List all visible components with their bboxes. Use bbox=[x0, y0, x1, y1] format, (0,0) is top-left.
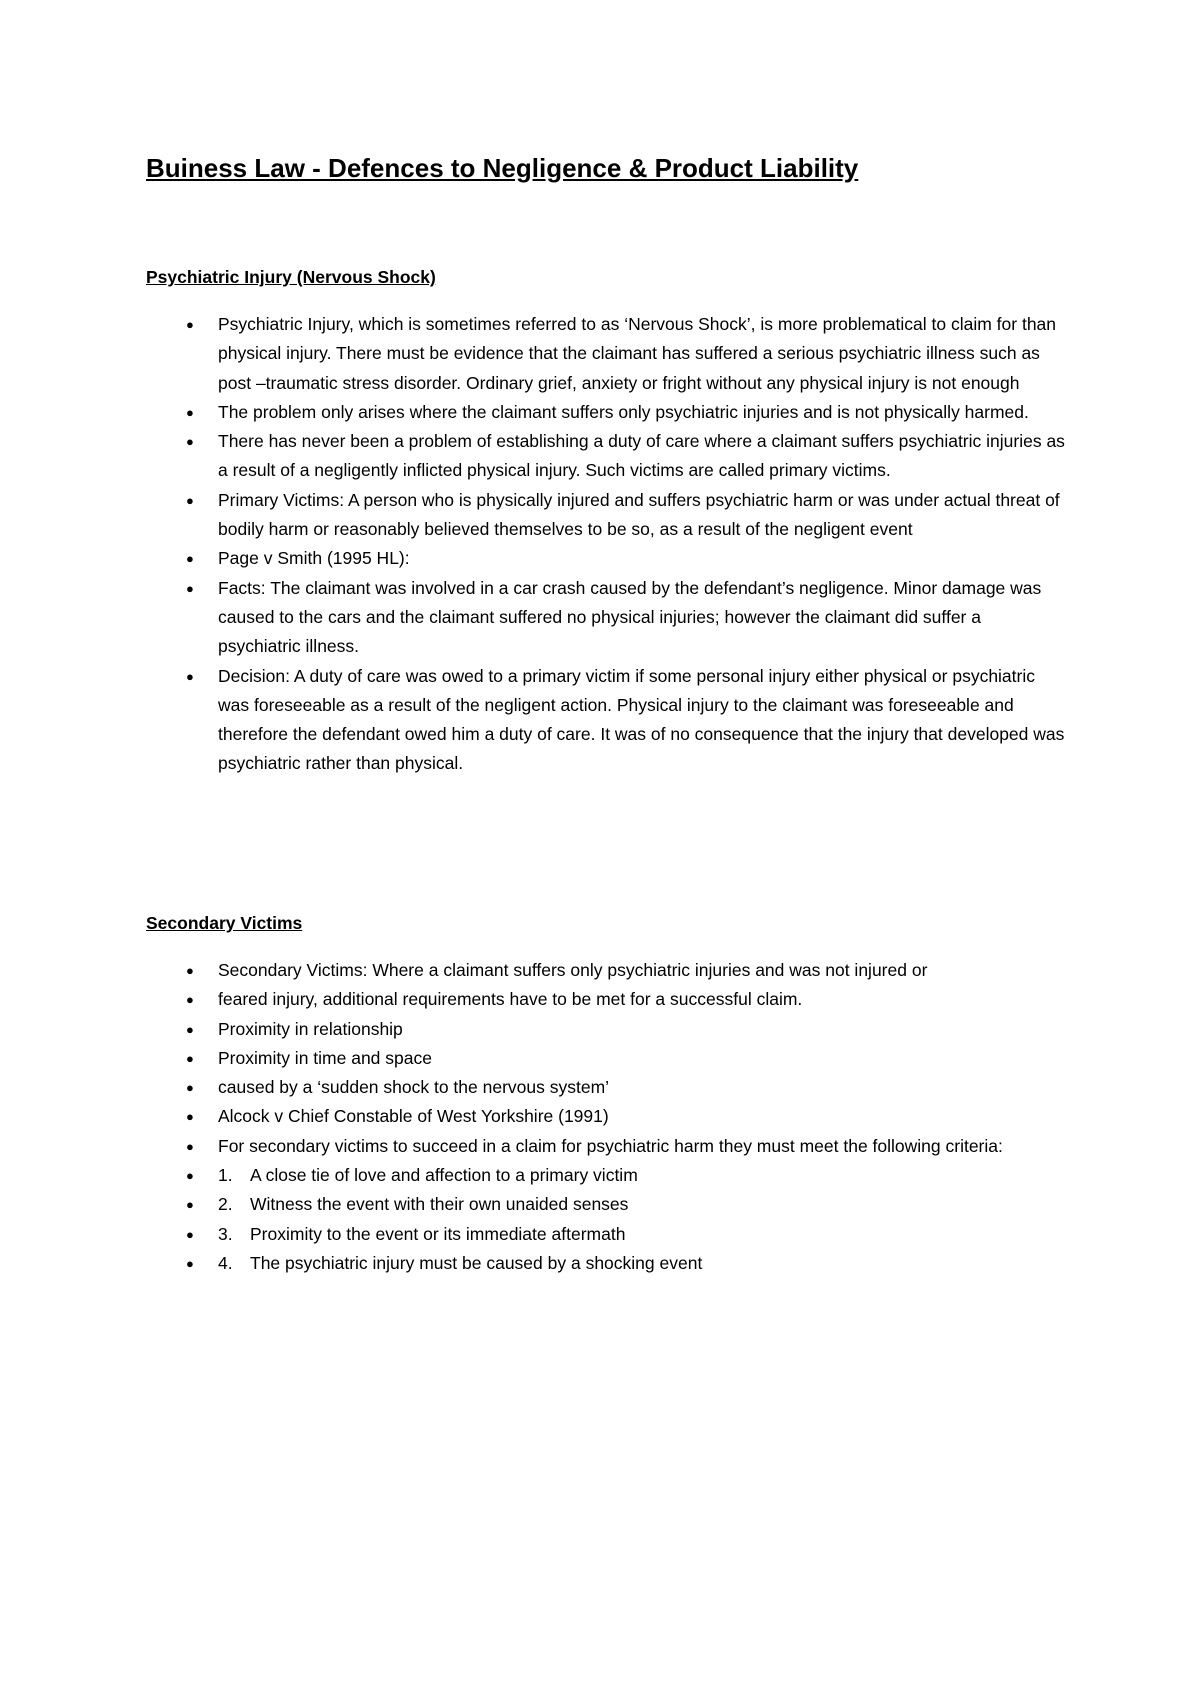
bullet-icon: ● bbox=[186, 963, 194, 978]
bullet-icon: ● bbox=[186, 1080, 194, 1096]
bullet-icon: ● bbox=[186, 404, 194, 420]
list-item-text: Proximity in time and space bbox=[218, 1047, 432, 1068]
section-heading: Psychiatric Injury (Nervous Shock) bbox=[146, 267, 436, 287]
list-item bbox=[146, 398, 1066, 427]
bullet-icon: ● bbox=[186, 551, 194, 567]
list-item-text: Psychiatric Injury, which is sometimes referred to as ‘Nervous Shock’, is more problematical to claim for than physical injury. There must be evidence that the claimant has suffered a serious psychiatric illness such as post –traumatic stress disorder. Ordinary grief, anxiety or fright without any physical injury is not enough bbox=[218, 314, 1057, 393]
bullet-icon: ● bbox=[186, 1138, 194, 1154]
item-number: 2. bbox=[218, 1194, 233, 1215]
bullet-icon: ● bbox=[186, 317, 194, 332]
bullet-icon: ● bbox=[186, 434, 194, 450]
bullet-icon: ● bbox=[186, 1109, 194, 1125]
list-item bbox=[146, 1015, 1066, 1044]
list-item-text: The psychiatric injury must be caused by a shocking event bbox=[250, 1252, 703, 1273]
numbered-item bbox=[146, 1249, 1066, 1278]
list-item-text: There has never been a problem of establishing a duty of care where a claimant suffers psychiatric injuries as a result of a negligently inflicted physical injury. Such victims are called primary victims. bbox=[218, 431, 1065, 481]
list-item-text: The problem only arises where the claimant suffers only psychiatric injuries and is not physically harmed. bbox=[218, 401, 1029, 422]
bullet-icon: ● bbox=[186, 492, 194, 508]
list-item bbox=[146, 427, 1066, 486]
list-item-text: Alcock v Chief Constable of West Yorkshire (1991) bbox=[218, 1106, 609, 1127]
bullet-icon: ● bbox=[186, 1226, 194, 1242]
list-item-text: Proximity to the event or its immediate aftermath bbox=[250, 1223, 626, 1244]
list-item-text: Decision: A duty of care was owed to a primary victim if some personal injury either physical or psychiatric was foreseeable as a result of the negligent action. Physical injury to the claimant was foreseeable and therefore the defendant owed him a duty of care. It was of no consequence that the injury that developed was psychiatric rather than physical. bbox=[218, 665, 1065, 774]
list-item-text: Secondary Victims: Where a claimant suffers only psychiatric injuries and was not injured or bbox=[218, 960, 928, 980]
bullet-list bbox=[146, 956, 1066, 1278]
section-psychiatric-injury bbox=[146, 264, 1066, 779]
list-item bbox=[146, 1102, 1066, 1131]
item-number: 4. bbox=[218, 1252, 233, 1273]
list-item bbox=[146, 310, 1066, 398]
list-item-text: feared injury, additional requirements have to be met for a successful claim. bbox=[218, 989, 803, 1010]
list-item-text: Page v Smith (1995 HL): bbox=[218, 548, 410, 569]
list-item bbox=[146, 956, 1066, 985]
section-heading: Secondary Victims bbox=[146, 913, 303, 933]
list-item-text: Facts: The claimant was involved in a car crash caused by the defendant’s negligence. Minor damage was caused to the cars and the claimant suffered no physical injuries; however the claimant did suffer a psychiatric illness. bbox=[218, 577, 1042, 657]
document-title: Buiness Law - Defences to Negligence & Product Liability bbox=[146, 153, 859, 183]
bullet-icon: ● bbox=[186, 580, 194, 596]
bullet-icon: ● bbox=[186, 992, 194, 1008]
bullet-list bbox=[146, 310, 1066, 779]
list-item-text: Witness the event with their own unaided senses bbox=[250, 1194, 629, 1215]
numbered-item bbox=[146, 1190, 1066, 1219]
list-item bbox=[146, 486, 1066, 545]
list-item bbox=[146, 662, 1066, 779]
numbered-item bbox=[146, 1161, 1066, 1190]
bullet-icon: ● bbox=[186, 1168, 194, 1184]
bullet-icon: ● bbox=[186, 668, 194, 684]
bullet-icon: ● bbox=[186, 1050, 194, 1066]
list-item-text: Proximity in relationship bbox=[218, 1018, 403, 1039]
item-number: 1. bbox=[218, 1165, 233, 1186]
list-item-text: caused by a ‘sudden shock to the nervous system’ bbox=[218, 1077, 610, 1098]
list-item bbox=[146, 1132, 1066, 1161]
list-item-text: Primary Victims: A person who is physically injured and suffers psychiatric harm or was under actual threat of bodily harm or reasonably believed themselves to be so, as a result of the negligent event bbox=[218, 489, 1060, 540]
list-item bbox=[146, 574, 1066, 662]
list-item bbox=[146, 544, 1066, 573]
bullet-icon: ● bbox=[186, 1021, 194, 1037]
list-item-text: A close tie of love and affection to a primary victim bbox=[250, 1165, 638, 1186]
list-item bbox=[146, 1044, 1066, 1073]
section-secondary-victims bbox=[146, 910, 1066, 1278]
list-item-text: For secondary victims to succeed in a claim for psychiatric harm they must meet the following criteria: bbox=[218, 1135, 1003, 1156]
item-number: 3. bbox=[218, 1223, 233, 1244]
numbered-item bbox=[146, 1220, 1066, 1249]
bullet-icon: ● bbox=[186, 1255, 194, 1271]
list-item bbox=[146, 1073, 1066, 1102]
list-item bbox=[146, 985, 1066, 1014]
bullet-icon: ● bbox=[186, 1197, 194, 1213]
